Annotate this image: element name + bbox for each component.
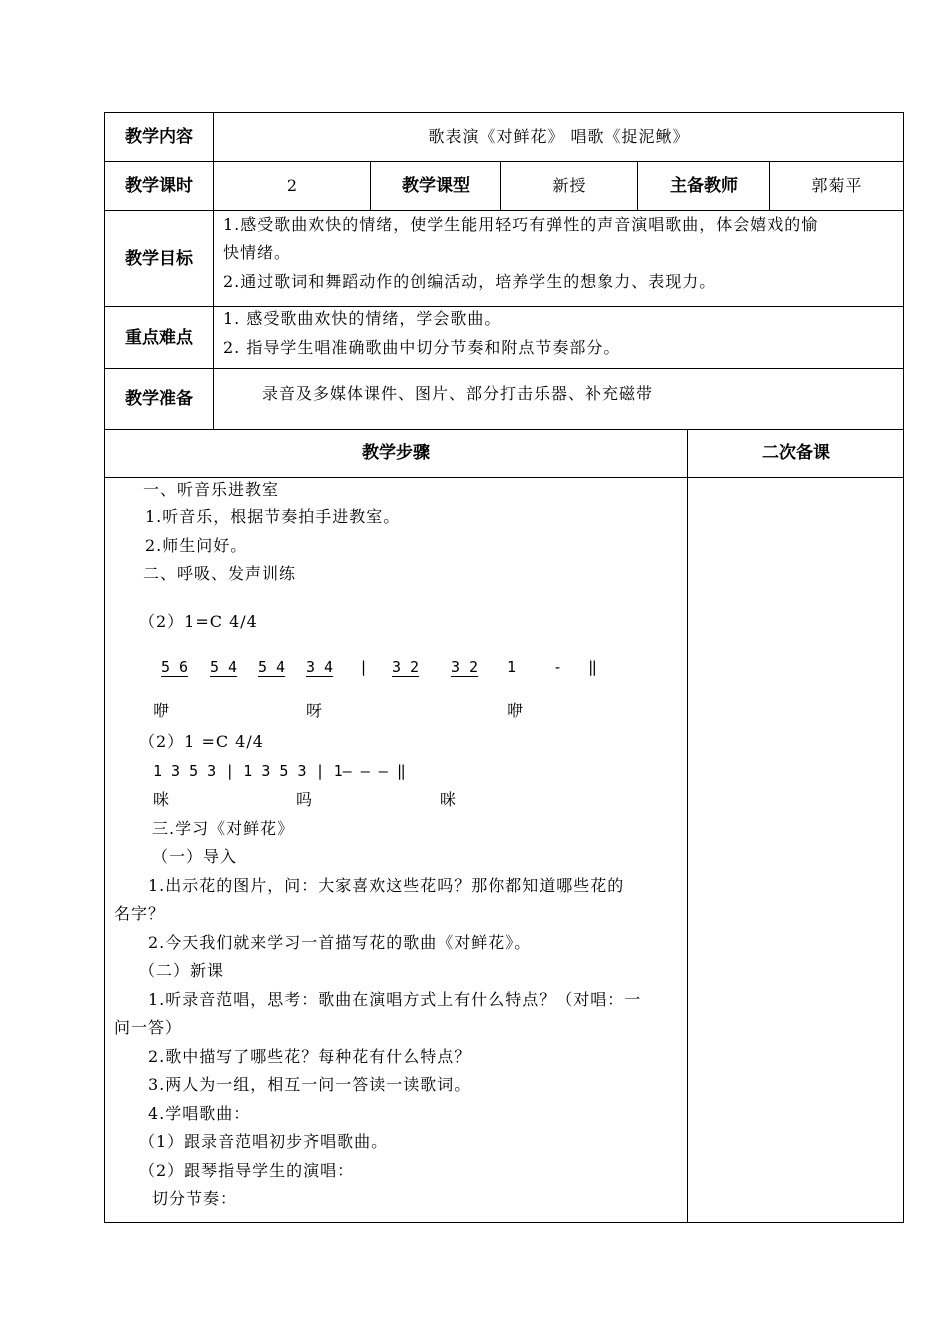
table-border-top bbox=[104, 112, 904, 113]
goal-line-1: 1.感受歌曲欢快的情绪，使学生能用轻巧有弹性的声音演唱歌曲，体会嬉戏的愉 bbox=[223, 215, 819, 234]
teacher-value: 郭菊平 bbox=[811, 176, 863, 195]
table-border-left bbox=[104, 112, 105, 1223]
step-2-heading: 二、呼吸、发声训练 bbox=[143, 564, 297, 583]
teacher-label: 主备教师 bbox=[670, 176, 738, 196]
ex1-note-7: 1 bbox=[507, 658, 517, 676]
row-divider-5 bbox=[104, 429, 904, 430]
ex1-dash: - bbox=[553, 658, 563, 676]
step-1-item-1: 1.听音乐，根据节奏拍手进教室。 bbox=[145, 507, 401, 526]
step-3b-heading: （二）新课 bbox=[139, 961, 225, 980]
preparation-label: 教学准备 bbox=[125, 389, 193, 409]
step-3-heading: 三.学习《对鲜花》 bbox=[152, 819, 295, 838]
ex1-lyric-2: 呀 bbox=[306, 701, 324, 720]
hours-label: 教学课时 bbox=[125, 176, 193, 196]
step-3b-item-4-sub-2: （2）跟琴指导学生的演唱： bbox=[139, 1161, 355, 1180]
ex1-lyric-1: 咿 bbox=[153, 701, 171, 720]
ex1-lyric-3: 咿 bbox=[507, 701, 525, 720]
hours-value: 2 bbox=[286, 176, 299, 195]
ex1-note-6: 3 2 bbox=[451, 658, 479, 676]
step-1-heading: 一、听音乐进教室 bbox=[143, 480, 280, 499]
step-3b-item-1-line-2: 问一答） bbox=[114, 1018, 183, 1037]
ex1-note-1: 5 6 bbox=[161, 658, 189, 676]
step-3b-item-4-sub-1: （1）跟录音范唱初步齐唱歌曲。 bbox=[139, 1132, 389, 1151]
step-3b-item-2: 2.歌中描写了哪些花？每种花有什么特点？ bbox=[148, 1047, 472, 1066]
step-3b-item-3: 3.两人为一组，相互一问一答读一读歌词。 bbox=[148, 1075, 472, 1094]
steps-column-divider bbox=[687, 429, 688, 1223]
step-3a-item-1-line-1: 1.出示花的图片，问：大家喜欢这些花吗？那你都知道哪些花的 bbox=[148, 876, 625, 895]
row-divider-1 bbox=[104, 161, 904, 162]
ex1-note-3: 5 4 bbox=[258, 658, 286, 676]
key-points-label: 重点难点 bbox=[125, 328, 193, 348]
row-divider-6 bbox=[104, 477, 904, 478]
ex1-barline-1: | bbox=[359, 658, 369, 676]
ex2-notes: 1 3 5 3 | 1 3 5 3 | 1— — — ‖ bbox=[153, 762, 406, 780]
exercise-1-title: （2）1=C 4/4 bbox=[139, 612, 258, 631]
ex2-lyric-3: 咪 bbox=[440, 790, 458, 809]
table-border-bottom bbox=[104, 1222, 904, 1223]
ex1-note-5: 3 2 bbox=[392, 658, 420, 676]
content-label: 教学内容 bbox=[125, 127, 193, 147]
second-prep-header: 二次备课 bbox=[762, 443, 830, 463]
step-3b-item-1-line-1: 1.听录音范唱，思考：歌曲在演唱方式上有什么特点？（对唱：一 bbox=[148, 990, 642, 1009]
table-border-right bbox=[903, 112, 904, 1223]
type-label: 教学课型 bbox=[402, 176, 470, 196]
step-3a-heading: （一）导入 bbox=[152, 847, 238, 866]
key-point-2: 2. 指导学生唱准确歌曲中切分节奏和附点节奏部分。 bbox=[223, 338, 621, 357]
ex1-final-barline: ‖ bbox=[588, 658, 598, 676]
step-3b-item-4: 4.学唱歌曲： bbox=[148, 1104, 251, 1123]
row-divider-3 bbox=[104, 306, 904, 307]
ex2-lyric-2: 吗 bbox=[296, 790, 314, 809]
exercise-2-title: （2）1 =C 4/4 bbox=[139, 732, 264, 751]
step-3b-item-4-sub-3: 切分节奏： bbox=[152, 1189, 238, 1208]
ex1-note-2: 5 4 bbox=[210, 658, 238, 676]
ex1-note-4: 3 4 bbox=[306, 658, 334, 676]
goal-line-2: 快情绪。 bbox=[223, 243, 292, 262]
content-value: 歌表演《对鲜花》 唱歌《捉泥鳅》 bbox=[428, 127, 690, 146]
label-column-divider bbox=[213, 112, 214, 430]
row-divider-4 bbox=[104, 368, 904, 369]
step-1-item-2: 2.师生问好。 bbox=[145, 536, 248, 555]
row-divider-2 bbox=[104, 210, 904, 211]
goal-line-3: 2.通过歌词和舞蹈动作的创编活动，培养学生的想象力、表现力。 bbox=[223, 272, 717, 291]
preparation-value: 录音及多媒体课件、图片、部分打击乐器、补充磁带 bbox=[262, 384, 654, 403]
key-point-1: 1. 感受歌曲欢快的情绪，学会歌曲。 bbox=[223, 309, 502, 328]
goals-label: 教学目标 bbox=[125, 249, 193, 269]
step-3a-item-1-line-2: 名字？ bbox=[114, 904, 166, 923]
type-value: 新授 bbox=[552, 176, 587, 195]
ex2-lyric-1: 咪 bbox=[153, 790, 171, 809]
steps-header: 教学步骤 bbox=[362, 443, 430, 463]
step-3a-item-2: 2.今天我们就来学习一首描写花的歌曲《对鲜花》。 bbox=[148, 933, 532, 952]
